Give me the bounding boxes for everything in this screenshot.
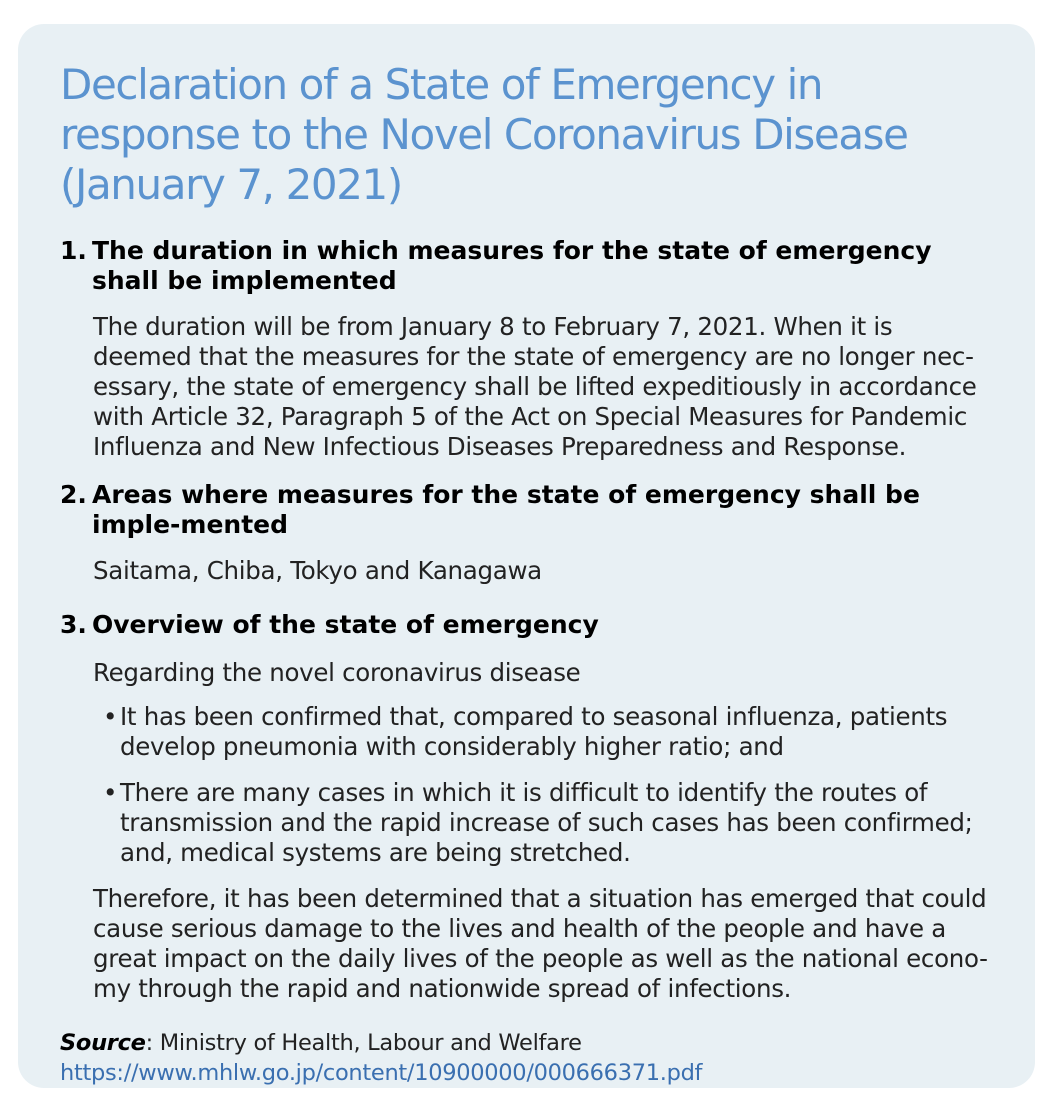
section-duration xyxy=(60,236,997,462)
section-body: The duration will be from January 8 to February 7, 2021. When it is deemed that the measures for the state of emergency are no longer nec-essary, the state of emergency shall be lifted expeditiously in accordance with Article 32, Paragraph 5 of the Act on Special Measures for Pandemic Influenza and New Infectious Diseases Preparedness and Response. xyxy=(93,312,977,461)
list-item xyxy=(103,702,997,762)
bullet-icon: • xyxy=(103,702,118,731)
section-conclusion: Therefore, it has been determined that a situation has emerged that could cause serious damage to the lives and health of the people and have a great impact on the daily lives of the people as well as the national econo-my through the rapid and nationwide spread of infections. xyxy=(93,884,988,1003)
bullet-icon: • xyxy=(103,778,118,807)
section-body: Saitama, Chiba, Tokyo and Kanagawa xyxy=(93,556,542,585)
document-title: Declaration of a State of Emergency in response to the Novel Coronavirus Disease (January 7, 2021) xyxy=(60,60,908,209)
list-item xyxy=(103,778,997,868)
section-title: The duration in which measures for the state of emergency shall be implemented xyxy=(92,236,932,295)
source-text: Ministry of Health, Labour and Welfare xyxy=(152,1030,582,1056)
source-separator: : xyxy=(145,1030,153,1056)
section-intro: Regarding the novel coronavirus disease xyxy=(93,658,581,687)
source-label: Source xyxy=(60,1030,146,1056)
bullet-list xyxy=(103,702,997,868)
section-title: Areas where measures for the state of emergency shall be imple-mented xyxy=(92,480,920,539)
source-link[interactable]: https://www.mhlw.go.jp/content/10900000/000666371.pdf xyxy=(60,1060,703,1086)
document-panel xyxy=(18,24,1035,1088)
list-item-text: There are many cases in which it is difficult to identify the routes of transmission and the rapid increase of such cases has been confirmed; and, medical systems are being stretched. xyxy=(120,778,973,867)
source-citation xyxy=(60,1028,997,1088)
section-areas xyxy=(60,480,997,586)
section-heading xyxy=(60,610,997,640)
section-overview xyxy=(60,610,997,1004)
section-heading xyxy=(60,236,997,296)
section-heading xyxy=(60,480,997,540)
list-item-text: It has been confirmed that, compared to seasonal influenza, patients develop pneumonia with considerably higher ratio; and xyxy=(120,702,948,761)
section-number: 1. xyxy=(60,236,87,265)
section-number: 3. xyxy=(60,610,87,639)
section-title: Overview of the state of emergency xyxy=(92,610,599,639)
section-number: 2. xyxy=(60,480,87,509)
